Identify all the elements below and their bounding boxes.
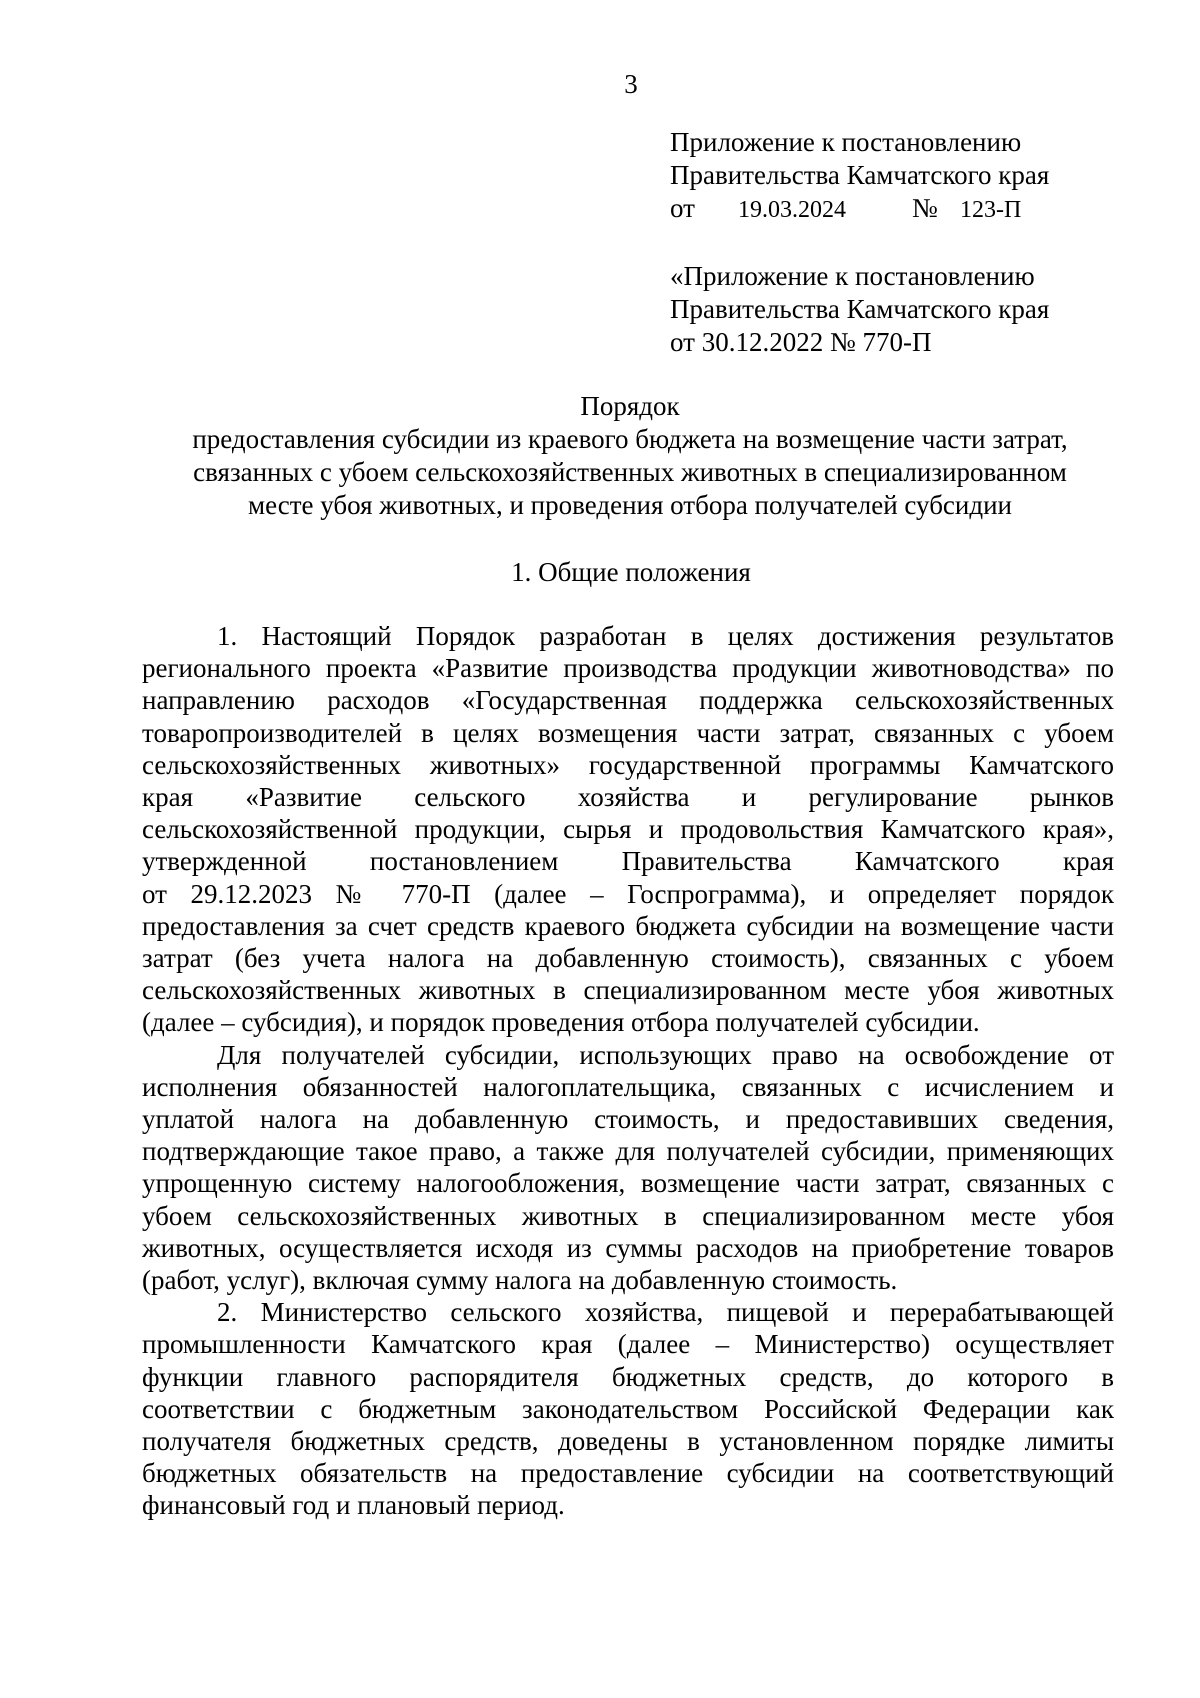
paragraph-line: (работ, услуг), включая сумму налога на добавленную стоимость. (142, 1265, 898, 1296)
title-line-2: предоставления субсидии из краевого бюджета на возмещение части затрат, (192, 424, 1068, 454)
document-title (140, 390, 1120, 522)
paragraph-line: сельскохозяйственных животных» государственной программы Камчатского (142, 749, 1114, 780)
from-label: от (670, 193, 695, 223)
paragraph-line: подтверждающие такое право, а также для получателей субсидии, применяющих (142, 1136, 1114, 1167)
appendix-current-block (670, 126, 1130, 225)
paragraph-line: функции главного распорядителя бюджетных средств, до которого в (142, 1361, 1114, 1392)
appendix-previous-block (670, 260, 1130, 359)
body-text (142, 620, 1114, 1522)
paragraph-2 (142, 1039, 1114, 1297)
resolution-number: 123-П (960, 197, 1022, 223)
title-line-1: Порядок (580, 391, 680, 421)
paragraph-3 (142, 1296, 1114, 1521)
paragraph-line: убоем сельскохозяйственных животных в специализированном месте убоя (142, 1200, 1114, 1231)
paragraph-1 (142, 620, 1114, 1039)
page-number: 3 (624, 69, 638, 99)
paragraph-line: затрат (без учета налога на добавленную стоимость), связанных с убоем (142, 943, 1114, 974)
paragraph-line: промышленности Камчатского края (далее – Министерство) осуществляет (142, 1329, 1114, 1360)
paragraph-line: регионального проекта «Развитие производства продукции животноводства» по (142, 653, 1114, 684)
paragraph-line: 1. Настоящий Порядок разработан в целях достижения результатов (217, 621, 1114, 651)
appendix-previous-line-1: «Приложение к постановлению (670, 261, 1035, 291)
paragraph-line: получателя бюджетных средств, доведены в установленном порядке лимиты (142, 1426, 1114, 1457)
paragraph-line: сельскохозяйственных животных в специализированном месте убоя животных (142, 975, 1114, 1006)
resolution-date: 19.03.2024 (738, 197, 846, 223)
appendix-current-line-1: Приложение к постановлению (670, 127, 1022, 157)
paragraph-line: от 29.12.2023 № 770-П (далее – Госпрограмма), и определяет порядок (142, 878, 1114, 909)
title-line-4: месте убоя животных, и проведения отбора получателей субсидии (247, 490, 1012, 520)
paragraph-line: уплатой налога на добавленную стоимость, и предоставивших сведения, (142, 1104, 1114, 1135)
paragraph-line: исполнения обязанностей налогоплательщика, связанных с исчислением и (142, 1071, 1114, 1102)
paragraph-line: сельскохозяйственной продукции, сырья и продовольствия Камчатского края», (142, 814, 1114, 845)
paragraph-line: соответствии с бюджетным законодательством Российской Федерации как (142, 1393, 1114, 1424)
paragraph-line: животных, осуществляется исходя из суммы расходов на приобретение товаров (142, 1232, 1114, 1263)
paragraph-line: 2. Министерство сельского хозяйства, пищевой и перерабатывающей (217, 1297, 1114, 1328)
appendix-current-date-row (670, 192, 1130, 225)
paragraph-line: Для получателей субсидии, использующих право на освобождение от (217, 1039, 1114, 1070)
appendix-previous-line-3: от 30.12.2022 № 770-П (670, 327, 932, 357)
paragraph-line: упрощенную систему налогообложения, возмещение части затрат, связанных с (142, 1168, 1114, 1199)
appendix-previous-line-2: Правительства Камчатского края (670, 294, 1050, 324)
title-line-3: связанных с убоем сельскохозяйственных животных в специализированном (193, 457, 1067, 487)
paragraph-line: (далее – субсидия), и порядок проведения отбора получателей субсидии. (142, 1007, 980, 1038)
paragraph-line: предоставления за счет средств краевого бюджета субсидии на возмещение части (142, 910, 1114, 941)
paragraph-line: утвержденной постановлением Правительства Камчатского края (142, 846, 1114, 877)
paragraph-line: бюджетных обязательств на предоставление субсидии на соответствующий (142, 1458, 1114, 1489)
paragraph-line: финансовый год и плановый период. (142, 1490, 565, 1521)
section-heading: 1. Общие положения (511, 557, 751, 587)
paragraph-line: направлению расходов «Государственная поддержка сельскохозяйственных (142, 685, 1114, 716)
number-sign: № (912, 193, 938, 223)
paragraph-line: товаропроизводителей в целях возмещения части затрат, связанных с убоем (142, 717, 1114, 748)
paragraph-line: края «Развитие сельского хозяйства и регулирование рынков (142, 782, 1114, 813)
appendix-current-line-2: Правительства Камчатского края (670, 160, 1050, 190)
